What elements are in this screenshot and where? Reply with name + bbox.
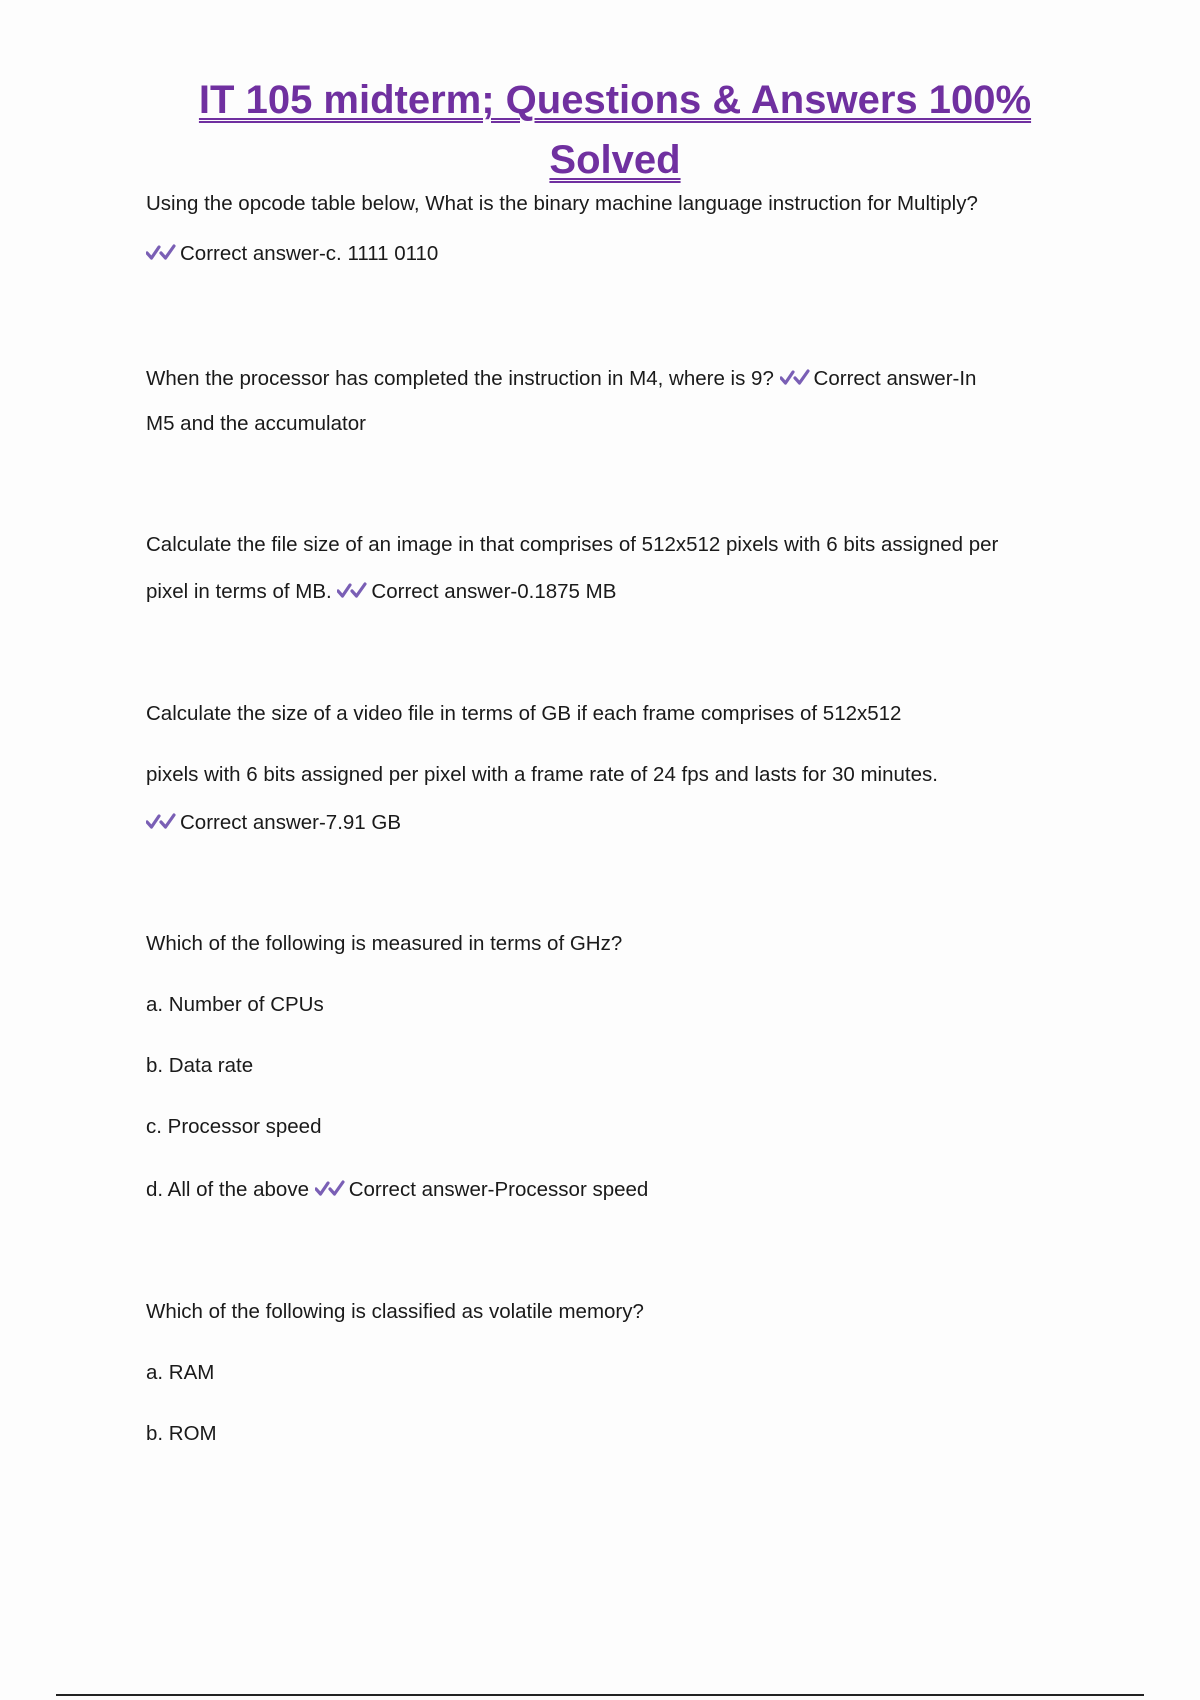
double-check-icon <box>337 581 367 601</box>
question-6-text: Which of the following is classified as volatile memory? <box>146 1300 644 1323</box>
question-4-line2: pixels with 6 bits assigned per pixel with a frame rate of 24 fps and lasts for 30 minutes. <box>146 763 938 786</box>
question-5-option-c: c. Processor speed <box>146 1115 322 1138</box>
double-check-icon <box>146 812 176 832</box>
answer-2-text-part1: Correct answer-In <box>813 367 977 390</box>
document-title-line1: IT 105 midterm; Questions & Answers 100% <box>198 78 1032 122</box>
question-3-line1: Calculate the file size of an image in that comprises of 512x512 pixels with 6 bits assigned per <box>146 533 999 556</box>
answer-5-text: Correct answer-Processor speed <box>348 1178 649 1201</box>
question-1-text: Using the opcode table below, What is the binary machine language instruction for Multiply? <box>146 192 978 215</box>
question-5-option-d <box>146 1179 648 1201</box>
question-4-line1: Calculate the size of a video file in terms of GB if each frame comprises of 512x512 <box>146 702 902 725</box>
answer-2-text-part2: M5 and the accumulator <box>146 412 366 435</box>
question-6-option-a: a. RAM <box>146 1361 215 1384</box>
question-5-text: Which of the following is measured in terms of GHz? <box>146 932 623 955</box>
question-5-option-b: b. Data rate <box>146 1054 254 1077</box>
answer-1-text: Correct answer-c. 1111 0110 <box>180 242 439 265</box>
double-check-icon <box>315 1179 345 1199</box>
question-2-text: When the processor has completed the instruction in M4, where is 9? <box>146 367 774 390</box>
question-5-option-a: a. Number of CPUs <box>146 993 324 1016</box>
question-6-option-b: b. ROM <box>146 1422 217 1445</box>
answer-3-text: Correct answer-0.1875 MB <box>371 580 617 603</box>
question-2 <box>146 368 976 390</box>
question-5-option-d-text: d. All of the above <box>146 1178 309 1201</box>
answer-1 <box>146 243 438 265</box>
answer-4 <box>146 812 401 834</box>
double-check-icon <box>780 368 810 388</box>
document-title-line2: Solved <box>549 138 681 182</box>
page-bottom-rule <box>56 1694 1144 1696</box>
question-3-text: pixel in terms of MB. <box>146 580 332 603</box>
answer-4-text: Correct answer-7.91 GB <box>180 811 402 834</box>
double-check-icon <box>146 243 176 263</box>
question-3-line2 <box>146 581 616 603</box>
